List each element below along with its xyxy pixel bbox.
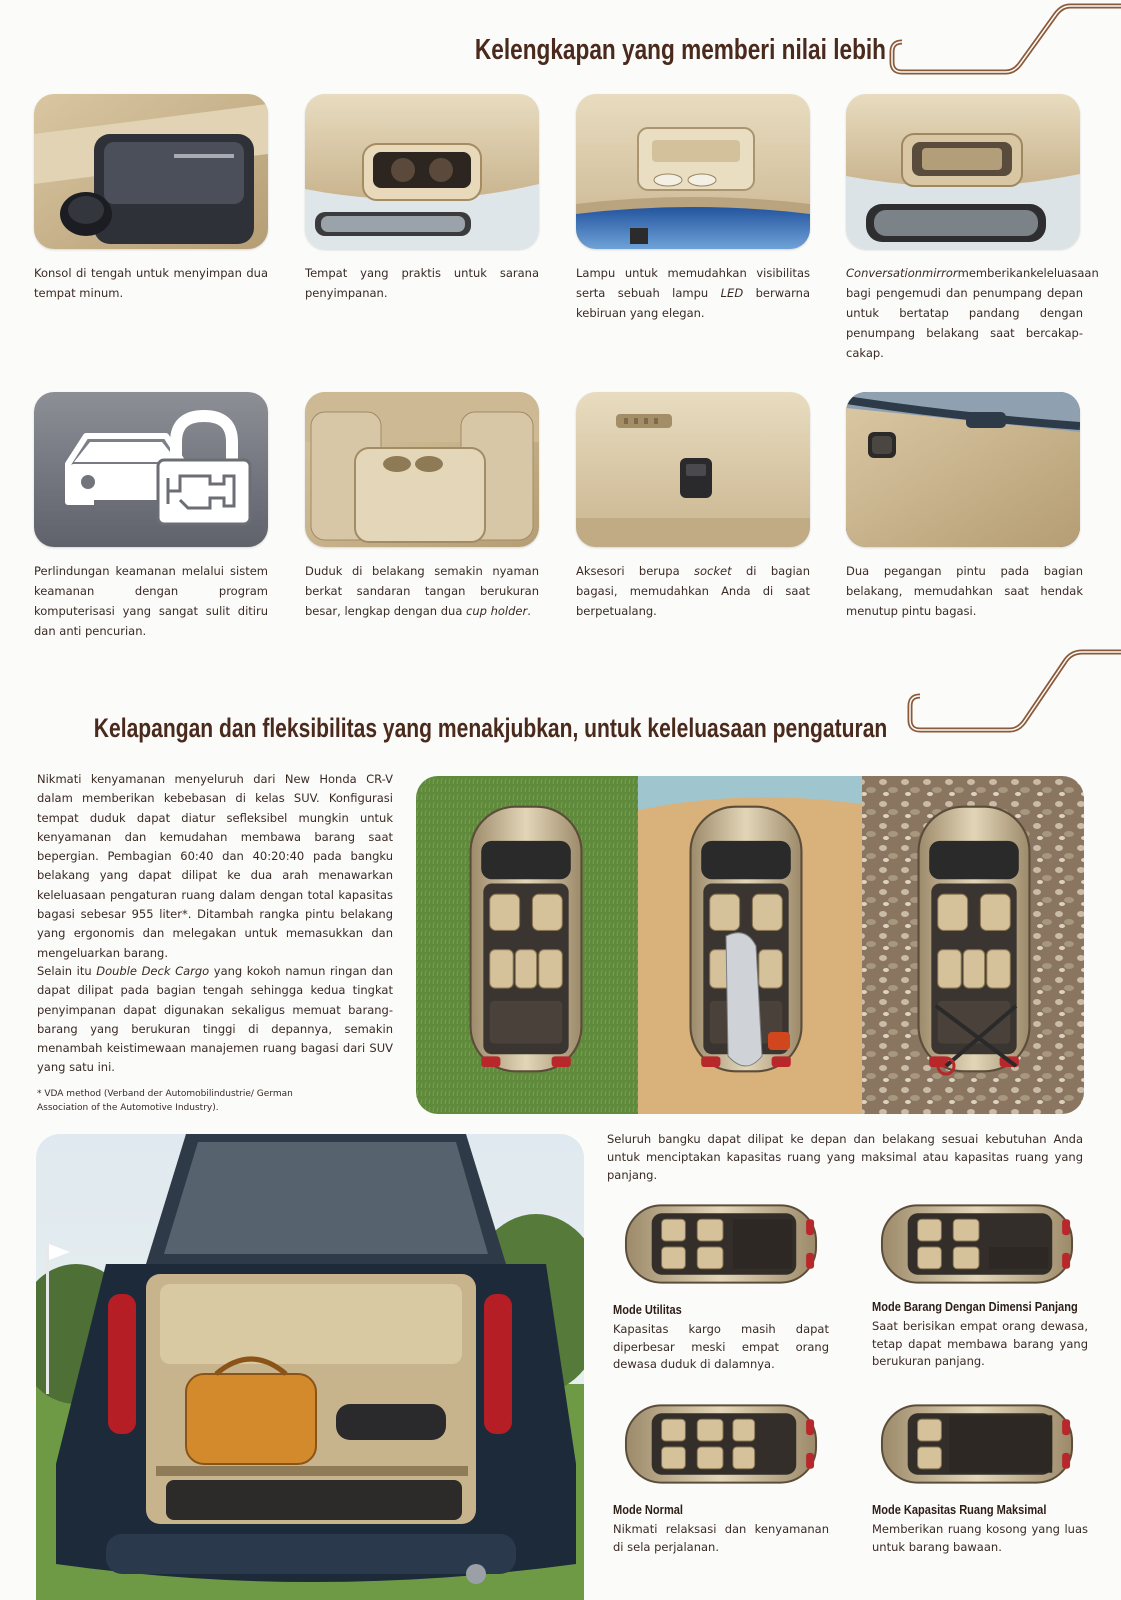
seats-foldable-caption: Seluruh bangku dapat dilipat ke depan dan belakang sesuai kebutuhan Anda untuk menciptakan kapasitas ruang yang maksimal atau kapasitas ruang yang panjang. [607, 1132, 1083, 1182]
rear-armrest-photo [305, 392, 539, 547]
vda-footnote: * VDA method (Verband der Automobilindustrie/ German Association of the Automotive Industry). [37, 1089, 293, 1113]
caption-map-lamp: Lampu untuk memudahkan visibilitas serta sebuah lampu LED berwarna kebiruan yang elegan. [576, 266, 811, 320]
section1-bracket-decoration [888, 0, 1121, 80]
mode-barang-panjang-title: Mode Barang Dengan Dimensi Panjang [872, 1299, 1078, 1314]
caption-conversation-mirror: Conversationmirrormemberikankeleluasaan bagi pengemudi dan penumpang depan untuk bertatap pandang dengan penumpang belakang saat bercakap-cakap. [846, 266, 1099, 360]
tailgate-handle-photo [846, 392, 1080, 547]
mode-utilitas-diagram [622, 1196, 820, 1292]
conversation-mirror-photo [846, 94, 1080, 249]
map-lamp-photo [576, 94, 810, 249]
security-immobilizer-icon [34, 392, 268, 547]
mode-kapasitas-maksimal-diagram [878, 1396, 1076, 1492]
caption-cargo-socket: Aksesori berupa socket di bagian bagasi, memudahkan Anda di saat berpetualang. [576, 564, 810, 618]
mode-utilitas-title: Mode Utilitas [613, 1302, 682, 1317]
section2-bracket-decoration [906, 640, 1121, 736]
section2-title: Kelapangan dan fleksibilitas yang menakjubkan, untuk keleluasaan pengaturan [93, 713, 887, 743]
mode-utilitas-desc: Kapasitas kargo masih dapat diperbesar meski empat orang dewasa duduk di dalamnya. [613, 1322, 829, 1371]
section1-title: Kelengkapan yang memberi nilai lebih [474, 34, 886, 66]
mode-normal-diagram [622, 1396, 820, 1492]
caption-storage: Tempat yang praktis untuk sarana penyimpanan. [305, 266, 539, 300]
mode-normal-title: Mode Normal [613, 1502, 683, 1517]
caption-center-console: Konsol di tengah untuk menyimpan dua tempat minum. [34, 266, 268, 300]
seat-configuration-panorama [416, 776, 1084, 1114]
mode-kapasitas-maksimal-title: Mode Kapasitas Ruang Maksimal [872, 1502, 1047, 1517]
mode-barang-panjang-diagram [878, 1196, 1076, 1292]
mode-normal-desc: Nikmati relaksasi dan kenyamanan di sela perjalanan. [613, 1522, 829, 1554]
mode-barang-panjang-desc: Saat berisikan empat orang dewasa, tetap dapat membawa barang yang berukuran panjang. [872, 1319, 1088, 1368]
cargo-socket-photo [576, 392, 810, 547]
caption-tailgate-handles: Dua pegangan pintu pada bagian belakang, memudahkan saat hendak menutup pintu bagasi. [846, 564, 1083, 618]
sunglasses-holder-photo [305, 94, 539, 249]
double-deck-paragraph: Selain itu Double Deck Cargo yang kokoh namun ringan dan dapat dilipat pada bagian tengah sehingga kedua tingkat penyimpanan dapat digunakan sekaligus memuat barang-barang yang berukuran tinggi di depannya, semakin menambah keistimewaan manajemen ruang bagasi dari SUV yang satu ini. [37, 964, 393, 1075]
intro-paragraph: Nikmati kenyamanan menyeluruh dari New Honda CR-V dalam memberikan kebebasan di kelas SUV. Konfigurasi tempat duduk dapat diatur sefleksibel mungkin untuk kenyamanan dan kemudahan membawa barang saat bepergian. Pembagian 60:40 dan 40:20:40 pada bangku belakang yang dapat dilipat ke dua arah menawarkan keleluasaan pengaturan ruang dalam dengan total kapasitas bagasi sebesar 955 liter*. Ditambah rangka pintu belakang yang ergonomis dan melegakan untuk memasukkan dan mengeluarkan barang. [37, 772, 393, 960]
caption-security: Perlindungan keamanan melalui sistem keamanan dengan program komputerisasi yang sangat sulit ditiru dan anti pencurian. [34, 564, 268, 638]
caption-rear-armrest: Duduk di belakang semakin nyaman berkat sandaran tangan berukuran besar, lengkap dengan dua cup holder. [305, 564, 539, 618]
mode-kapasitas-maksimal-desc: Memberikan ruang kosong yang luas untuk barang bawaan. [872, 1522, 1088, 1554]
center-console-photo [34, 94, 268, 249]
open-tailgate-cargo-photo [36, 1134, 584, 1600]
